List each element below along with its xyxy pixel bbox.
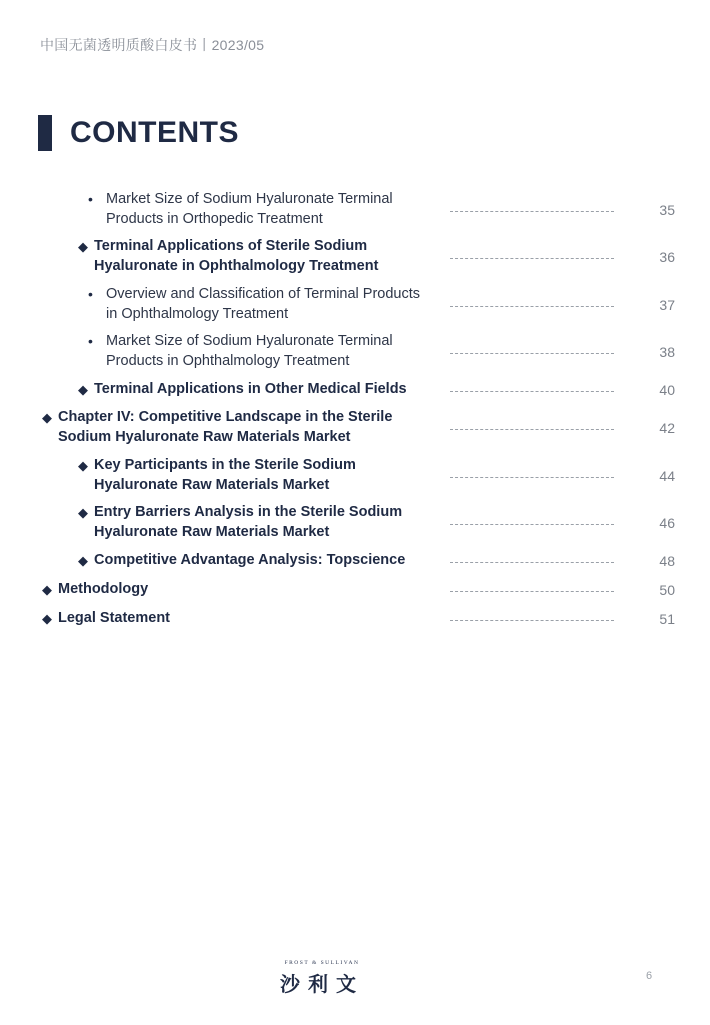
dotted-leader <box>450 562 614 563</box>
toc-entry-title: Terminal Applications of Sterile Sodium Hyaluronate in Ophthalmology Treatment <box>94 238 379 274</box>
toc-entry-title: Methodology <box>58 581 149 597</box>
diamond-icon: ◆ <box>78 382 88 397</box>
toc-page-number: 38 <box>659 343 675 360</box>
toc-entry-title: Legal Statement <box>58 610 170 626</box>
toc-entry-title: Overview and Classification of Terminal Products in Ophthalmology Treatment <box>106 286 421 322</box>
dotted-leader <box>450 429 614 430</box>
toc-entry-title: Competitive Advantage Analysis: Topscience <box>94 552 406 568</box>
diamond-icon: ◆ <box>42 611 52 626</box>
diamond-icon: ◆ <box>78 505 88 520</box>
toc-entry[interactable] <box>0 332 710 371</box>
page-title: CONTENTS <box>70 116 239 149</box>
dotted-leader <box>450 591 614 592</box>
toc-entry[interactable] <box>0 503 710 542</box>
toc-page-number: 46 <box>659 514 675 531</box>
contents-heading <box>38 114 239 152</box>
dotted-leader <box>450 477 614 478</box>
toc-entry-title: Key Participants in the Sterile Sodium Hyaluronate Raw Materials Market <box>94 457 356 493</box>
toc-entry[interactable] <box>0 580 710 600</box>
toc-page-number: 35 <box>659 201 675 218</box>
toc-page-number: 40 <box>659 381 675 398</box>
toc-page-number: 44 <box>659 467 675 484</box>
document-header: 中国无菌透明质酸白皮书丨2023/05 <box>40 37 265 53</box>
toc-entry-title: Market Size of Sodium Hyaluronate Terminal Products in Orthopedic Treatment <box>106 191 393 227</box>
page-number: 6 <box>646 970 653 982</box>
toc-entry[interactable] <box>0 285 710 324</box>
bullet-icon: • <box>88 191 93 207</box>
toc-entry[interactable] <box>0 551 710 571</box>
toc-page-number: 48 <box>659 552 675 569</box>
dotted-leader <box>450 258 614 259</box>
toc-page-number: 50 <box>659 581 675 598</box>
toc-entry[interactable] <box>0 190 710 229</box>
toc-entry[interactable] <box>0 456 710 495</box>
toc-page-number: 51 <box>659 610 675 627</box>
logo-chinese: 沙利文 <box>280 972 364 996</box>
toc-entry[interactable] <box>0 609 710 629</box>
bullet-icon: • <box>88 286 93 302</box>
title-accent-bar <box>38 115 52 151</box>
dotted-leader <box>450 391 614 392</box>
diamond-icon: ◆ <box>42 582 52 597</box>
toc-page-number: 36 <box>659 248 675 265</box>
toc-entry-title: Entry Barriers Analysis in the Sterile Sodium Hyaluronate Raw Materials Market <box>94 504 403 540</box>
dotted-leader <box>450 306 614 307</box>
bullet-icon: • <box>88 333 93 349</box>
toc-entry-title: Chapter IV: Competitive Landscape in the Sterile Sodium Hyaluronate Raw Materials Market <box>58 409 393 445</box>
dotted-leader <box>450 211 614 212</box>
dotted-leader <box>450 353 614 354</box>
diamond-icon: ◆ <box>78 553 88 568</box>
toc-entry[interactable] <box>0 408 710 447</box>
toc-entry-title: Market Size of Sodium Hyaluronate Terminal Products in Ophthalmology Treatment <box>106 333 393 369</box>
frost-sullivan-logo <box>270 960 374 997</box>
toc-page-number: 37 <box>659 296 675 313</box>
toc-page-number: 42 <box>659 419 675 436</box>
logo-english: FROST & SULLIVAN <box>284 960 360 966</box>
toc-entry-title: Terminal Applications in Other Medical Fields <box>94 381 407 397</box>
toc-entry[interactable] <box>0 380 710 400</box>
dotted-leader <box>450 620 614 621</box>
diamond-icon: ◆ <box>78 458 88 473</box>
diamond-icon: ◆ <box>42 410 52 425</box>
dotted-leader <box>450 524 614 525</box>
toc-entry[interactable] <box>0 237 710 276</box>
diamond-icon: ◆ <box>78 239 88 254</box>
